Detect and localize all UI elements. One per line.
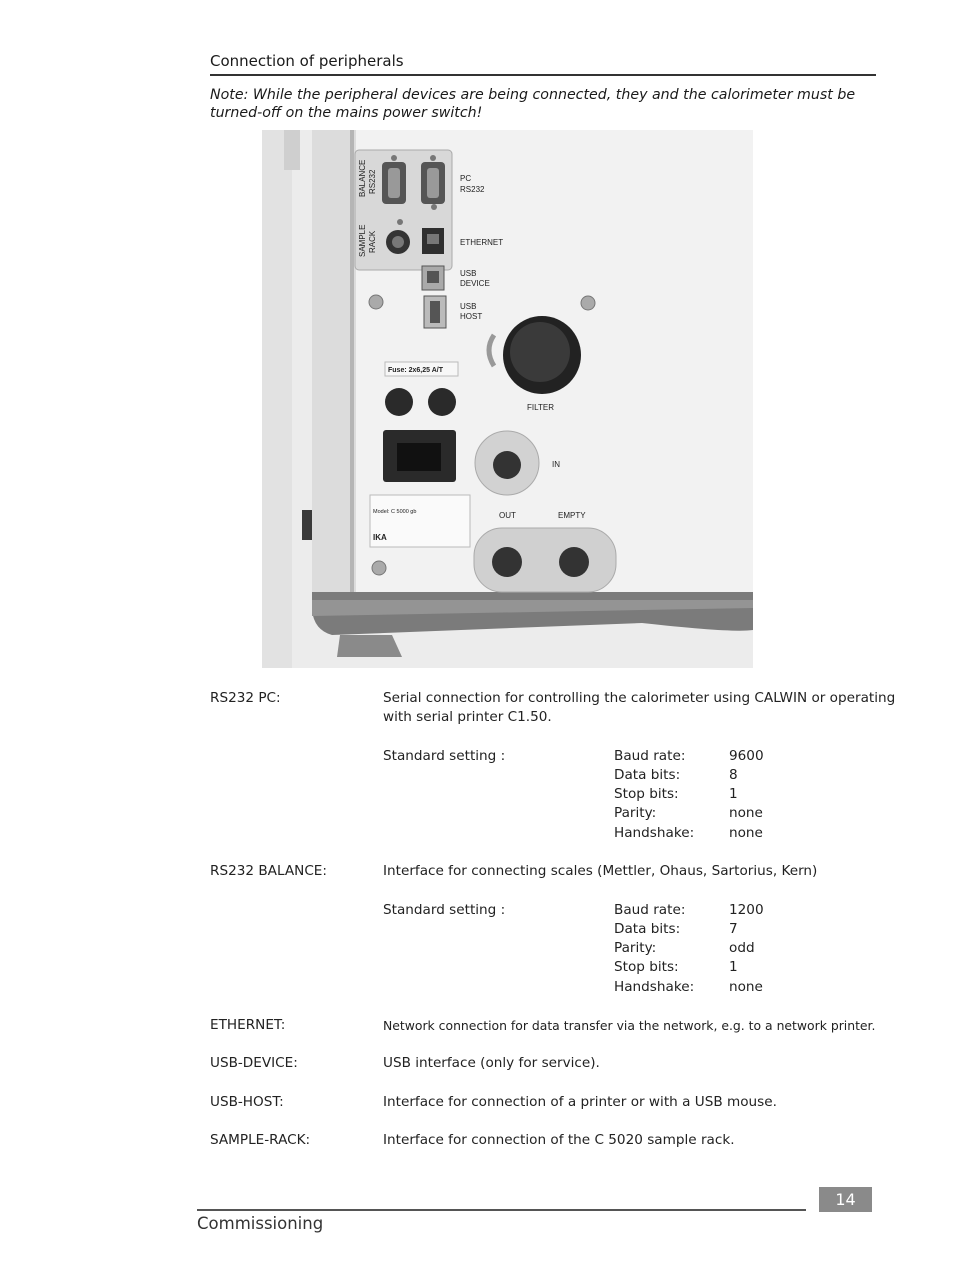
setting-value: none [729,979,763,995]
sample-rack-desc: Interface for connection of the C 5020 sample rack. [383,1132,735,1148]
usb-host-label-2: HOST [460,312,483,321]
setting-value: 1 [729,959,738,975]
setting-key: Parity: [614,940,657,956]
setting-value: 9600 [729,748,764,764]
setting-key: Handshake: [614,825,695,841]
ethernet-port-icon [422,228,444,254]
balance-label: BALANCE [358,159,367,197]
sample-rack-port-icon [386,230,410,254]
filter-knob-icon [503,316,581,394]
rs232-right-label: RS232 [460,185,485,194]
setting-value: 1 [729,786,738,802]
usb-host-label: USB-HOST: [210,1094,284,1110]
heading-rule [210,74,876,76]
usb-device-label-2: DEVICE [460,279,490,288]
rs232-pc-desc: Serial connection for controlling the calorimeter using CALWIN or operating [383,690,896,706]
footer-rule [197,1209,806,1211]
standard-setting-label: Standard setting : [383,902,506,918]
model-label: Model: C 5000 gb [373,509,417,515]
footer-section-title: Commissioning [197,1214,324,1233]
setting-key: Data bits: [614,767,681,783]
fuse-label: Fuse: 2x6,25 A/T [388,367,443,374]
setting-key: Data bits: [614,921,681,937]
ethernet-photo-label: ETHERNET [460,238,504,247]
pc-rs232-port-icon [421,162,445,204]
section-heading: Connection of peripherals [210,52,404,70]
setting-key: Baud rate: [614,748,686,764]
ethernet-desc: Network connection for data transfer via the network, e.g. to a network printer. [383,1018,876,1033]
setting-value: 7 [729,921,738,937]
setting-value: 1200 [729,902,764,918]
setting-key: Handshake: [614,979,695,995]
usb-host-port-icon [424,296,446,328]
usb-host-label-1: USB [460,302,477,311]
setting-value: none [729,825,763,841]
sample-rack-label: SAMPLE-RACK: [210,1132,311,1148]
setting-key: Parity: [614,805,657,821]
sample-label: SAMPLE [358,224,367,257]
rs232-left-label: RS232 [368,169,377,194]
ethernet-label: ETHERNET: [210,1017,286,1033]
rack-label: RACK [368,230,377,253]
setting-value: 8 [729,767,738,783]
setting-value: none [729,805,763,821]
rs232-balance-label: RS232 BALANCE: [210,863,327,879]
standard-setting-label: Standard setting : [383,748,506,764]
rs232-balance-desc: Interface for connecting scales (Mettler, Ohaus, Sartorius, Kern) [383,863,818,879]
brand-label: IKA [373,533,387,542]
empty-label: EMPTY [558,511,586,520]
usb-host-desc: Interface for connection of a printer or with a USB mouse. [383,1094,777,1110]
page-number: 14 [819,1187,872,1212]
usb-device-label: USB-DEVICE: [210,1055,298,1071]
setting-key: Stop bits: [614,959,679,975]
setting-value: odd [729,940,755,956]
usb-device-port-icon [422,266,444,290]
rs232-pc-label: RS232 PC: [210,690,281,706]
balance-rs232-port-icon [382,162,406,204]
out-label: OUT [499,511,516,520]
usb-device-desc: USB interface (only for service). [383,1055,600,1071]
usb-device-label-1: USB [460,269,477,278]
pc-label: PC [460,174,472,183]
setting-key: Stop bits: [614,786,679,802]
in-label: IN [552,460,560,469]
setting-key: Baud rate: [614,902,686,918]
rs232-pc-desc: with serial printer C1.50. [383,709,552,725]
safety-note: Note: While the peripheral devices are being connected, they and the calorimeter must be turned-off on the mains power switch! [210,87,856,121]
filter-label: FILTER [527,403,554,412]
device-rear-photo [262,130,753,668]
